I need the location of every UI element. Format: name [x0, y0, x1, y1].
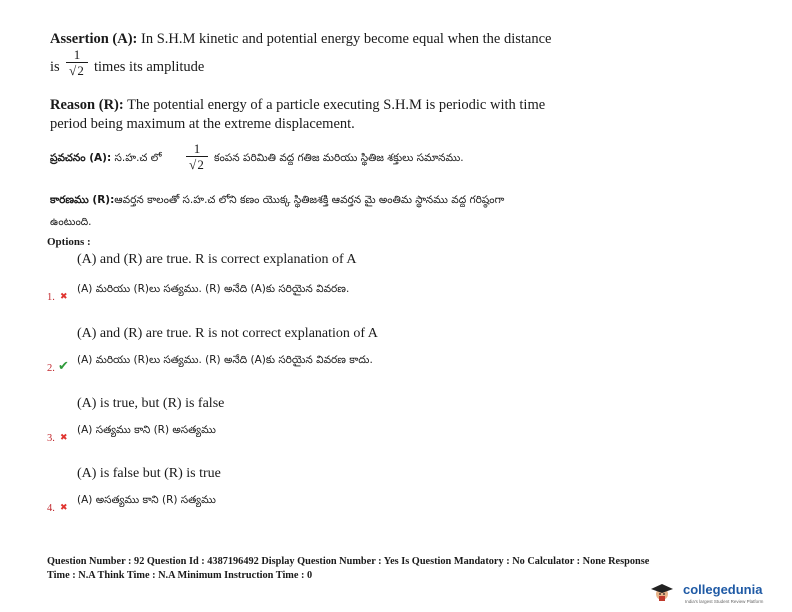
telugu-assertion-suffix: కంపన పరిమితి వద్ద గతిజ మరియు స్థితిజ శక్తులు సమానము.	[214, 152, 464, 164]
telugu-assertion-prefix: స.హ.చ లో	[111, 152, 162, 164]
brand-logo-text: collegedunia	[683, 582, 763, 597]
option-3-number: 3.	[47, 433, 55, 444]
brand-tagline: India's largest Student Review Platform	[685, 599, 764, 604]
option-3-english[interactable]: (A) is true, but (R) is false	[77, 396, 225, 411]
option-1-english[interactable]: (A) and (R) are true. R is correct explanation of A	[77, 252, 357, 267]
telugu-assertion-label: ప్రవచనం (A):	[50, 152, 112, 164]
assertion-label: Assertion (A):	[50, 31, 138, 47]
option-2-number: 2.	[47, 363, 55, 374]
graduation-cap-icon	[650, 583, 674, 601]
assertion-suffix: times its amplitude	[94, 59, 205, 75]
telugu-reason-label: కారణము (R):	[50, 194, 115, 206]
telugu-frac-den: 2	[197, 157, 204, 172]
assertion-frac-num: 1	[73, 47, 81, 62]
option-2-telugu[interactable]: (A) మరియు (R)లు సత్యము. (R) అనేది (A)కు సరియైన వివరణ కాదు.	[77, 354, 373, 366]
option-2-english[interactable]: (A) and (R) are true. R is not correct explanation of A	[77, 326, 378, 341]
reason-label: Reason (R):	[50, 97, 124, 113]
footer-line1: Question Number : 92 Question Id : 4387196492 Display Question Number : Yes Is Question Mandatory : No Calculator : None Response	[47, 556, 650, 567]
assertion-fraction: 1 √2	[66, 48, 88, 77]
reason-line1	[50, 97, 545, 114]
assertion-prefix: is	[50, 59, 60, 75]
option-3-wrong-icon: ✖	[60, 433, 68, 443]
telugu-reason-text: ఆవర్తన కాలంతో స.హ.చ లోని కణం యొక్క స్థితిజశక్తి ఆవర్తన మై అంతిమ స్థానము వద్ద గరిష్ఠంగా	[114, 194, 505, 206]
option-1-number: 1.	[47, 292, 55, 303]
option-4-wrong-icon: ✖	[60, 503, 68, 513]
telugu-assertion-line	[50, 152, 162, 167]
option-4-telugu[interactable]: (A) అసత్యము కాని (R) సత్యము	[77, 494, 216, 506]
assertion-frac-den: 2	[77, 63, 84, 78]
option-1-telugu[interactable]: (A) మరియు (R)లు సత్యము. (R) అనేది (A)కు సరియైన వివరణ.	[77, 283, 350, 295]
telugu-assertion-fraction: 1 √2	[186, 142, 208, 171]
option-3-telugu[interactable]: (A) సత్యము కాని (R) అసత్యము	[77, 424, 216, 436]
option-4-number: 4.	[47, 503, 55, 514]
options-label: Options :	[47, 236, 91, 248]
footer-line2: Time : N.A Think Time : N.A Minimum Instruction Time : 0	[47, 570, 313, 581]
telugu-reason-line1	[50, 194, 504, 209]
option-2-correct-icon: ✔	[58, 359, 69, 374]
telugu-reason-line2: ఉంటుంది.	[50, 216, 92, 228]
option-1-wrong-icon: ✖	[60, 292, 68, 302]
reason-text: The potential energy of a particle executing S.H.M is periodic with time	[123, 97, 546, 113]
telugu-frac-num: 1	[193, 141, 201, 156]
assertion-text: In S.H.M kinetic and potential energy become equal when the distance	[137, 31, 552, 47]
assertion-line1	[50, 31, 551, 48]
option-4-english[interactable]: (A) is false but (R) is true	[77, 466, 221, 481]
reason-line2: period being maximum at the extreme displacement.	[50, 116, 355, 132]
